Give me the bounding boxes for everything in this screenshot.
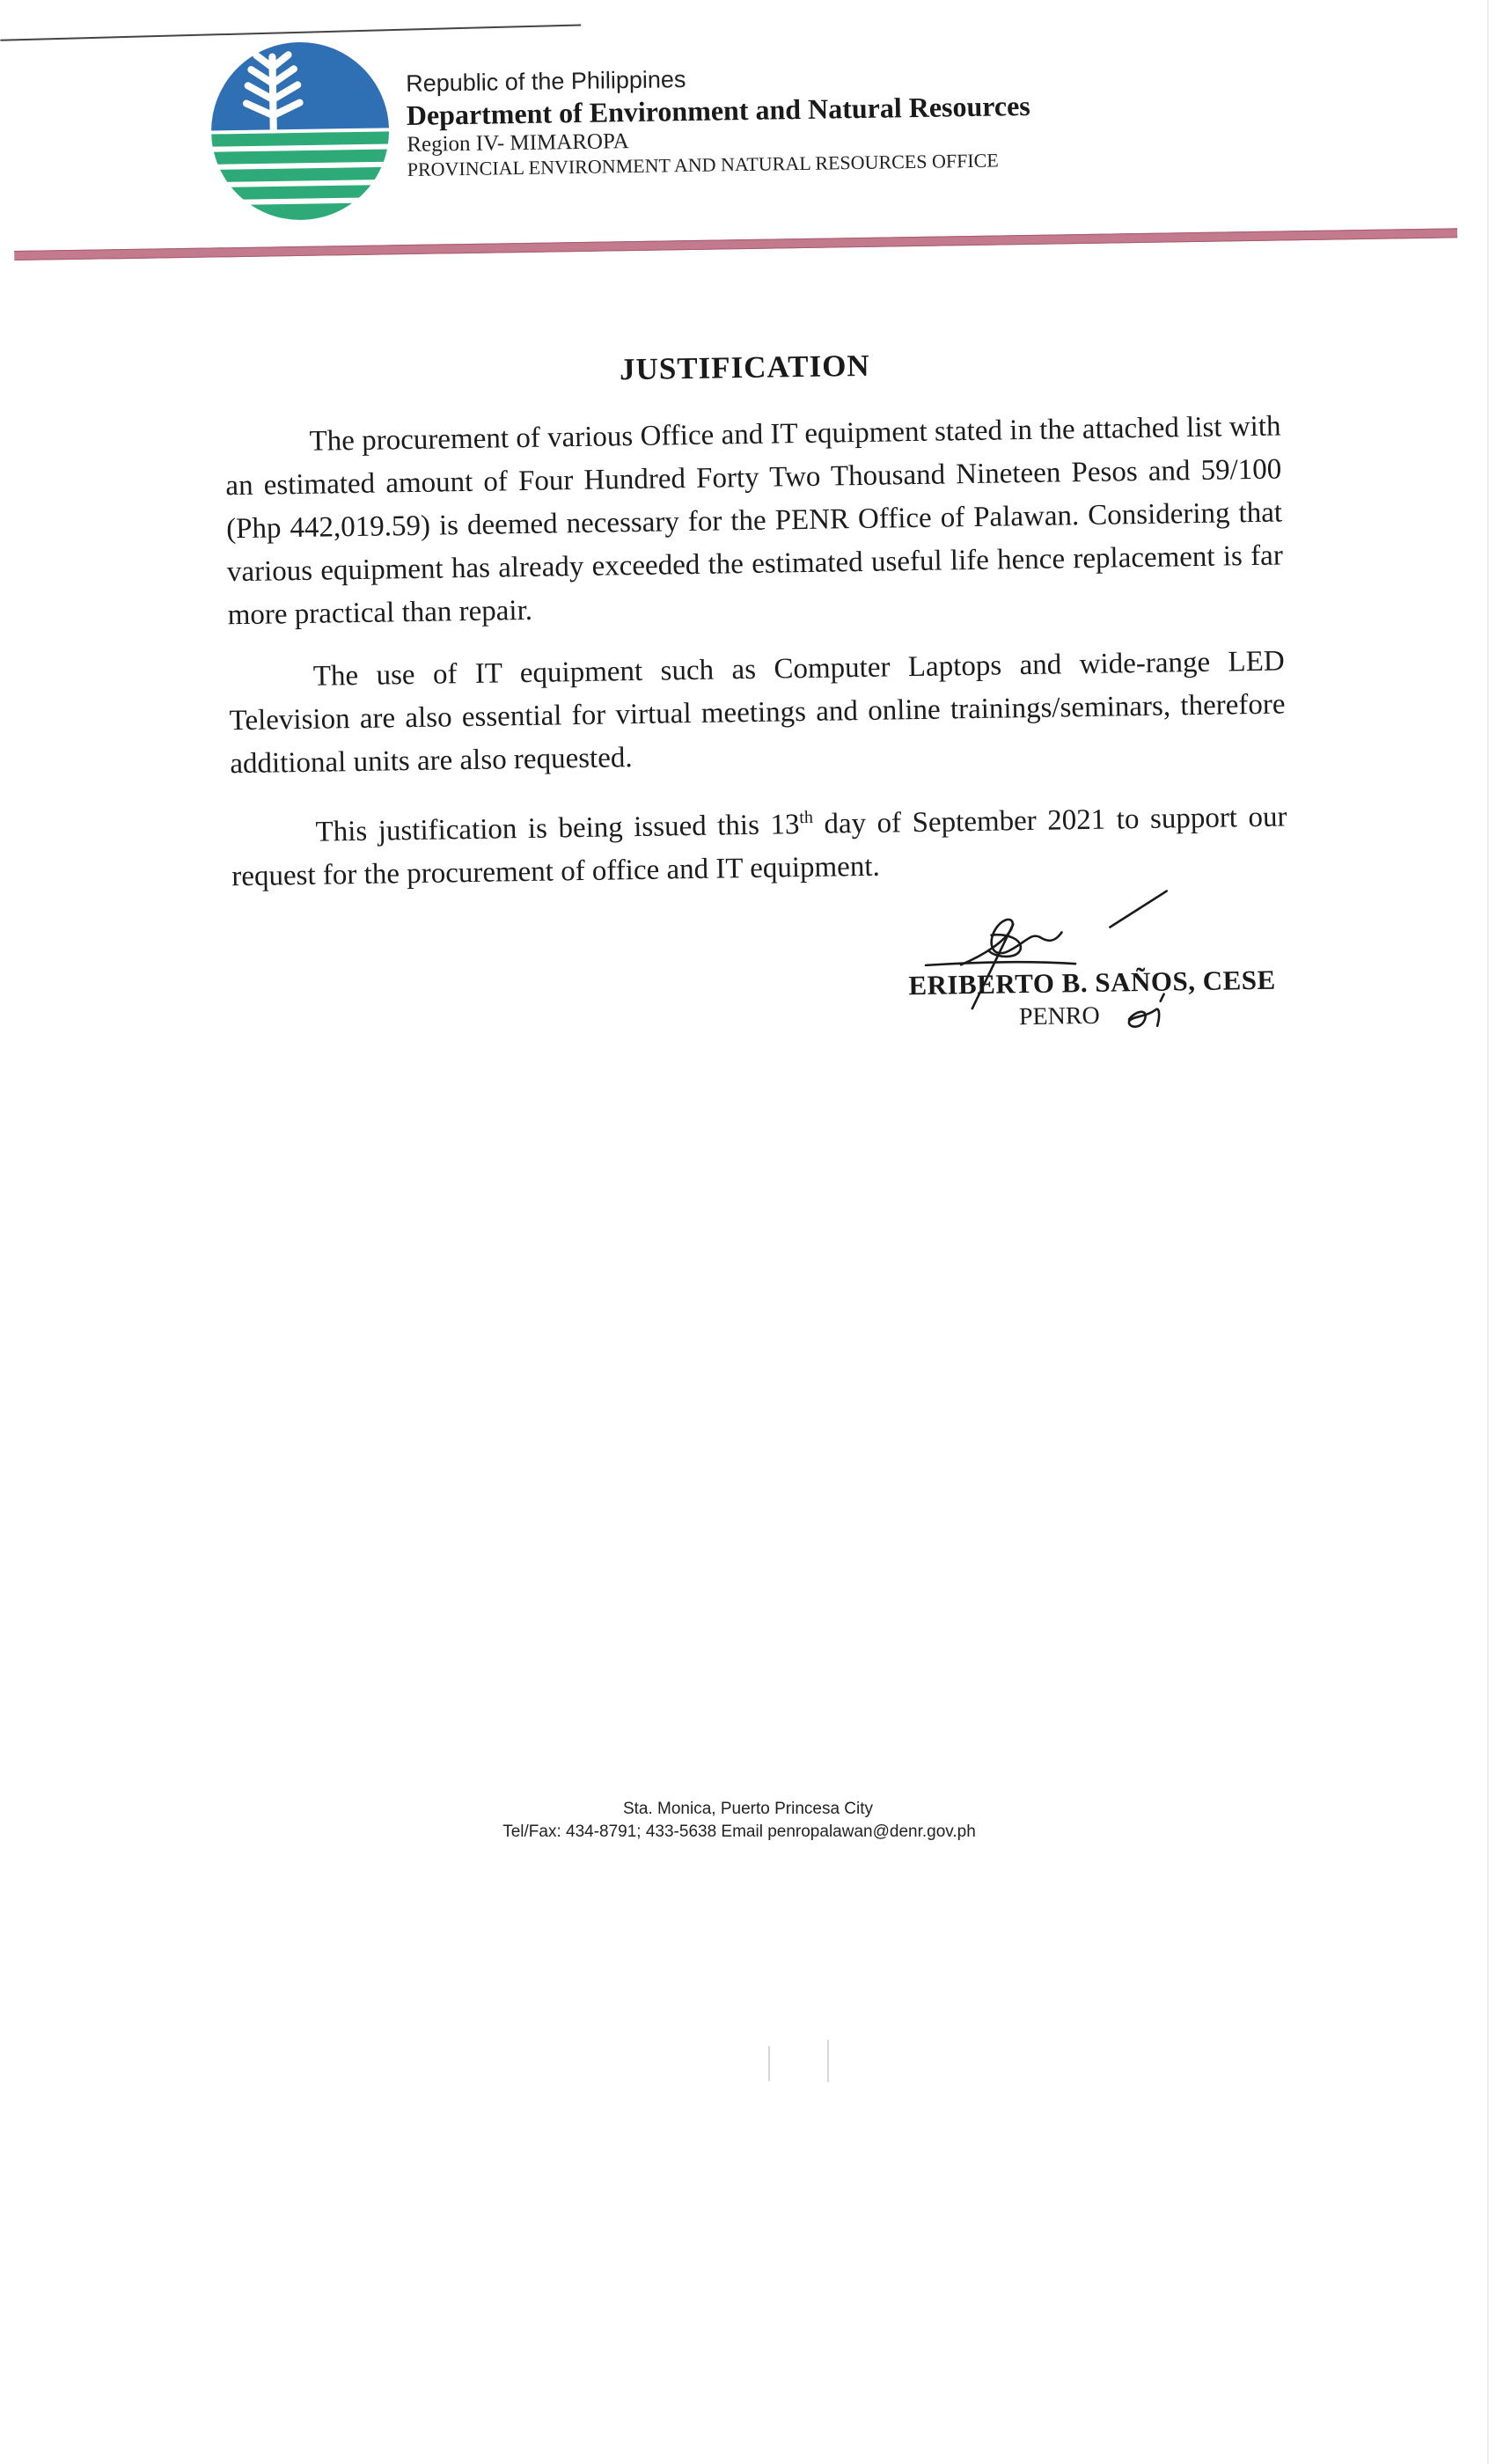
logo-land-stripe-4	[212, 185, 390, 200]
signatory-position: PENRO	[1018, 1001, 1101, 1031]
signature-block	[907, 876, 1280, 1059]
closing-before-day: This justification is being issued this 13	[315, 809, 800, 848]
document-title: JUSTIFICATION	[619, 348, 870, 387]
paragraph-procurement: The procurement of various Office and IT equipment stated in the attached list with an estimated amount of Four Hundred Forty Two Thousand Nineteen Pesos and 59/100 (Php 442,019.59) is deemed necessary for the PENR Office of Palawan. Considering that various equipment has already exceeded the estimated useful life hence replacement is far more practical than repair.	[225, 410, 1284, 632]
document-body	[224, 405, 1288, 918]
letterhead-divider	[14, 228, 1457, 260]
scan-artifact	[827, 2040, 829, 2082]
logo-land-stripe-5	[212, 202, 390, 223]
region-line: Region IV- MIMAROPA	[407, 129, 629, 158]
office-name: PROVINCIAL ENVIRONMENT AND NATURAL RESOURCES OFFICE	[407, 149, 999, 181]
document-footer	[0, 1798, 1496, 1844]
denr-logo-icon	[209, 39, 390, 223]
footer-contact: Tel/Fax: 434-8791; 433-5638 Email penropalawan@denr.gov.ph	[502, 1822, 976, 1841]
logo-land-stripe-3	[212, 167, 390, 182]
republic-line: Republic of the Philippines	[405, 66, 686, 98]
closing-day-suffix: th	[799, 807, 814, 828]
closing-after-day: day of September 2021 to support our request for the procurement of office and IT equipment.	[231, 801, 1287, 893]
letterhead-and-body	[0, 0, 1496, 1155]
paragraph-it-equipment: The use of IT equipment such as Computer Laptops and wide-range LED Television are also essential for virtual meetings and online trainings/seminars, therefore additional units are also requested.	[229, 645, 1286, 781]
footer-address: Sta. Monica, Puerto Princesa City	[622, 1800, 874, 1818]
scan-artifact	[1487, 0, 1489, 2464]
logo-land-stripe-2	[211, 150, 389, 165]
logo-land-stripe-1	[211, 131, 389, 146]
scan-artifact	[768, 2046, 770, 2081]
department-name: Department of Environment and Natural Resources	[406, 89, 1030, 132]
signatory-name: ERIBERTO B. SAÑOS, CESE	[908, 964, 1276, 1001]
top-scan-edge-line	[0, 24, 581, 40]
letterhead-text	[406, 56, 1199, 181]
